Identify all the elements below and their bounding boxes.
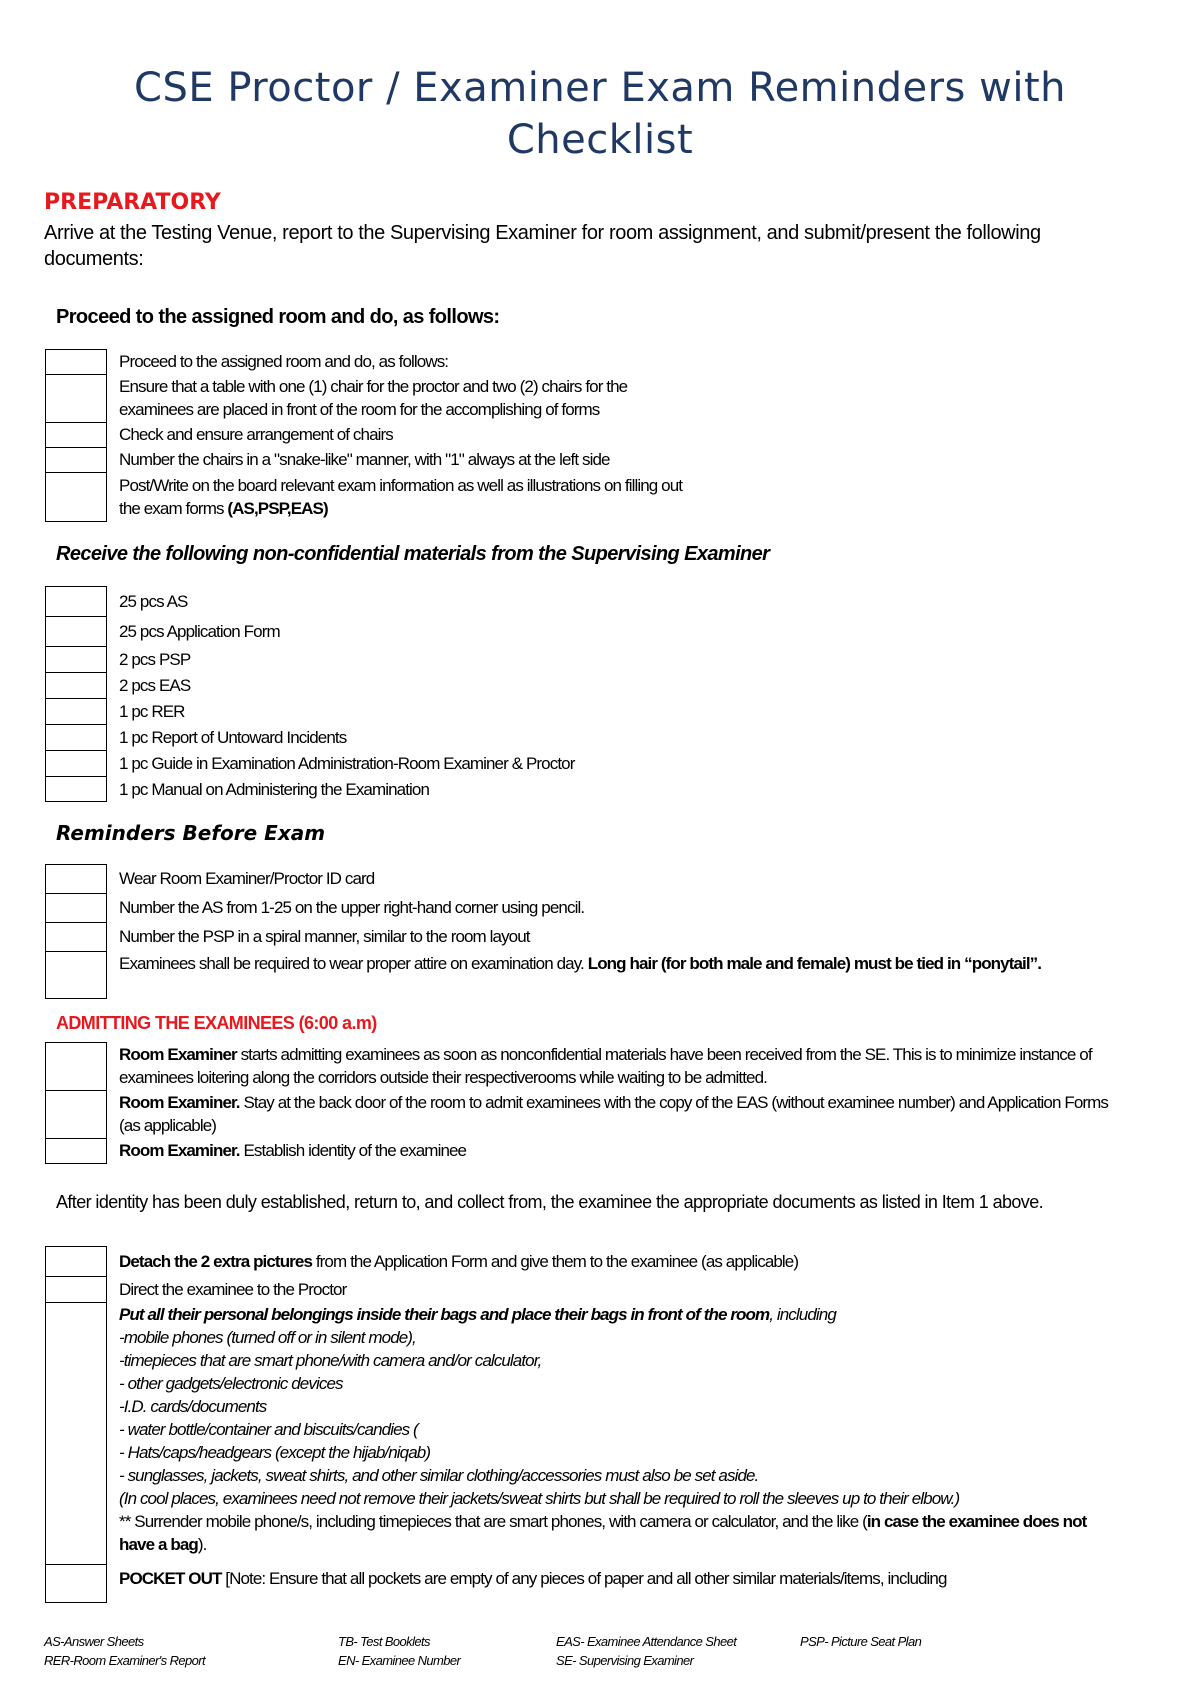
checklist-row xyxy=(45,776,1125,802)
checklist-row xyxy=(45,447,1125,472)
belongings-bold: Put all their personal belongings inside their bags and place their bags in front of the room xyxy=(119,1305,770,1324)
checkbox[interactable] xyxy=(45,698,107,724)
checkbox[interactable] xyxy=(45,1138,107,1164)
checkbox[interactable] xyxy=(45,349,107,374)
checkbox[interactable] xyxy=(45,1564,107,1603)
checklist-row xyxy=(45,1042,1125,1090)
checklist-row xyxy=(45,1276,1125,1302)
checkbox[interactable] xyxy=(45,1276,107,1302)
final-checklist xyxy=(45,1246,1125,1603)
checklist-row xyxy=(45,616,1125,646)
checkbox[interactable] xyxy=(45,472,107,522)
checklist-item-bold: POCKET OUT xyxy=(119,1569,222,1588)
legend-entry: EAS- Examinee Attendance Sheet xyxy=(556,1634,737,1649)
checkbox[interactable] xyxy=(45,864,107,893)
checklist-item-bold: Detach the 2 extra pictures xyxy=(119,1252,313,1271)
checklist-row xyxy=(45,724,1125,750)
checklist-item-text: 25 pcs Application Form xyxy=(119,621,280,641)
checklist-item-bold: Room Examiner xyxy=(119,1045,237,1064)
admitting-checklist xyxy=(45,1042,1125,1164)
checklist-item-text: Wear Room Examiner/Proctor ID card xyxy=(119,869,375,888)
checklist-row xyxy=(45,1090,1125,1138)
checkbox[interactable] xyxy=(45,750,107,776)
belongings-line: - Hats/caps/headgears (except the hijab/niqab) xyxy=(119,1443,431,1462)
belongings-tail: , including xyxy=(769,1305,836,1324)
checklist-row xyxy=(45,864,1125,893)
checkbox[interactable] xyxy=(45,1246,107,1276)
proceed-checklist xyxy=(45,349,1125,522)
checkbox[interactable] xyxy=(45,951,107,999)
checklist-row xyxy=(45,646,1125,672)
legend-entry: PSP- Picture Seat Plan xyxy=(800,1634,922,1649)
checklist-item-bold: Room Examiner. xyxy=(119,1141,240,1160)
belongings-line: - sunglasses, jackets, sweat shirts, and other similar clothing/accessories must also be set aside. xyxy=(119,1466,759,1485)
surrender-end: ). xyxy=(197,1535,207,1554)
checklist-item-text: Number the chairs in a "snake-like" manner, with "1" always at the left side xyxy=(119,450,610,469)
checklist-item-bold: Long hair (for both male and female) must be tied in “ponytail”. xyxy=(587,954,1042,973)
checklist-row xyxy=(45,1246,1125,1276)
checkbox[interactable] xyxy=(45,422,107,447)
checklist-item-text: Ensure that a table with one (1) chair for the proctor and two (2) chairs for the examinees are placed in front of the room for the accomplishing of forms xyxy=(119,377,628,419)
checklist-item-text: 1 pc RER xyxy=(119,701,185,721)
checklist-item-text: Establish identity of the examinee xyxy=(243,1141,467,1160)
checklist-item-text: Proceed to the assigned room and do, as follows: xyxy=(119,352,449,371)
checklist-item-text: 1 pc Guide in Examination Administration-Room Examiner & Proctor xyxy=(119,753,575,773)
surrender-bold: in case the examinee does not have a bag xyxy=(119,1512,1087,1554)
checkbox[interactable] xyxy=(45,646,107,672)
checklist-item-text: Examinees shall be required to wear proper attire on examination day. xyxy=(119,954,584,973)
checklist-row xyxy=(45,374,1125,422)
checkbox[interactable] xyxy=(45,447,107,472)
belongings-line: -mobile phones (turned off or in silent mode), xyxy=(119,1328,416,1347)
checklist-row xyxy=(45,472,1125,522)
checklist-item-text: Post/Write on the board relevant exam information as well as illustrations on filling out the exam forms xyxy=(119,476,683,518)
checklist-item-text: 2 pcs PSP xyxy=(119,649,191,669)
checkbox[interactable] xyxy=(45,616,107,646)
checklist-row xyxy=(45,893,1125,922)
checklist-item-text: [Note: Ensure that all pockets are empty of any pieces of paper and all other similar materials/items, including xyxy=(221,1569,947,1588)
checklist-item-text: 25 pcs AS xyxy=(119,591,188,611)
checklist-item-text: Number the AS from 1-25 on the upper right-hand corner using pencil. xyxy=(119,898,585,917)
checkbox[interactable] xyxy=(45,922,107,951)
legend-entry: TB- Test Booklets xyxy=(338,1634,430,1649)
page-title: CSE Proctor / Examiner Exam Reminders with Checklist xyxy=(134,65,1066,163)
legend-entry: EN- Examinee Number xyxy=(338,1653,461,1668)
belongings-line: -I.D. cards/documents xyxy=(119,1397,267,1416)
checklist-row xyxy=(45,1138,1125,1164)
checklist-row xyxy=(45,422,1125,447)
belongings-line: (In cool places, examinees need not remove their jackets/sweat shirts but shall be required to roll the sleeves up to their elbow.) xyxy=(119,1489,960,1508)
checklist-item-text: Stay at the back door of the room to admit examinees with the copy of the EAS (without examinee number) and Application Forms (as applicable) xyxy=(119,1093,1109,1135)
checkbox[interactable] xyxy=(45,672,107,698)
legend-entry: AS-Answer Sheets xyxy=(44,1634,144,1649)
preparatory-text: Arrive at the Testing Venue, report to the Supervising Examiner for room assignment, and submit/present the following documents: xyxy=(44,222,1041,270)
belongings-line: -timepieces that are smart phone/with camera and/or calculator, xyxy=(119,1351,542,1370)
checklist-row xyxy=(45,951,1125,999)
checklist-item-text: starts admitting examinees as soon as nonconfidential materials have been received from the SE. This is to minimize instance of examinees loitering along the corridors outside their respectiverooms while waiting to be admitted. xyxy=(119,1045,1092,1087)
receive-heading: Receive the following non-confidential materials from the Supervising Examiner xyxy=(56,543,770,565)
admitting-heading: ADMITTING THE EXAMINEES (6:00 a.m) xyxy=(56,1013,377,1033)
checkbox[interactable] xyxy=(45,374,107,422)
checklist-row xyxy=(45,1564,1125,1603)
checkbox[interactable] xyxy=(45,893,107,922)
checklist-row xyxy=(45,349,1125,374)
checklist-item-text: Check and ensure arrangement of chairs xyxy=(119,425,393,444)
checkbox[interactable] xyxy=(45,776,107,802)
checklist-row xyxy=(45,922,1125,951)
legend-entry: RER-Room Examiner's Report xyxy=(44,1653,205,1668)
checkbox[interactable] xyxy=(45,1302,107,1564)
legend-entry: SE- Supervising Examiner xyxy=(556,1653,694,1668)
surrender-text: ** Surrender mobile phone/s, including timepieces that are smart phones, with camera or calculator, and the like ( xyxy=(119,1512,867,1531)
checklist-item-text: 2 pcs EAS xyxy=(119,675,191,695)
checklist-item-text: Direct the examinee to the Proctor xyxy=(119,1279,347,1299)
checkbox[interactable] xyxy=(45,724,107,750)
checklist-item-text: 1 pc Manual on Administering the Examination xyxy=(119,779,430,799)
reminders-checklist xyxy=(45,864,1125,999)
belongings-line: - other gadgets/electronic devices xyxy=(119,1374,343,1393)
reminders-heading: Reminders Before Exam xyxy=(56,821,326,845)
checklist-row xyxy=(45,586,1125,616)
checkbox[interactable] xyxy=(45,1090,107,1138)
after-identity-text: After identity has been duly established, return to, and collect from, the examinee the appropriate documents as listed in Item 1 above. xyxy=(56,1192,1044,1212)
checklist-item-text: 1 pc Report of Untoward Incidents xyxy=(119,727,347,747)
checkbox[interactable] xyxy=(45,586,107,616)
checklist-row xyxy=(45,1302,1125,1564)
receive-checklist xyxy=(45,586,1125,802)
preparatory-heading: PREPARATORY xyxy=(44,190,221,215)
checklist-item-bold: Room Examiner. xyxy=(119,1093,240,1112)
checklist-row xyxy=(45,698,1125,724)
checklist-row xyxy=(45,750,1125,776)
checklist-row xyxy=(45,672,1125,698)
checklist-item-text: from the Application Form and give them to the examinee (as applicable) xyxy=(315,1252,799,1271)
proceed-heading: Proceed to the assigned room and do, as follows: xyxy=(56,306,500,328)
checklist-item-text: Number the PSP in a spiral manner, similar to the room layout xyxy=(119,927,530,946)
checkbox[interactable] xyxy=(45,1042,107,1090)
checklist-item-bold: (AS,PSP,EAS) xyxy=(227,499,328,518)
belongings-line: - water bottle/container and biscuits/candies ( xyxy=(119,1420,418,1439)
